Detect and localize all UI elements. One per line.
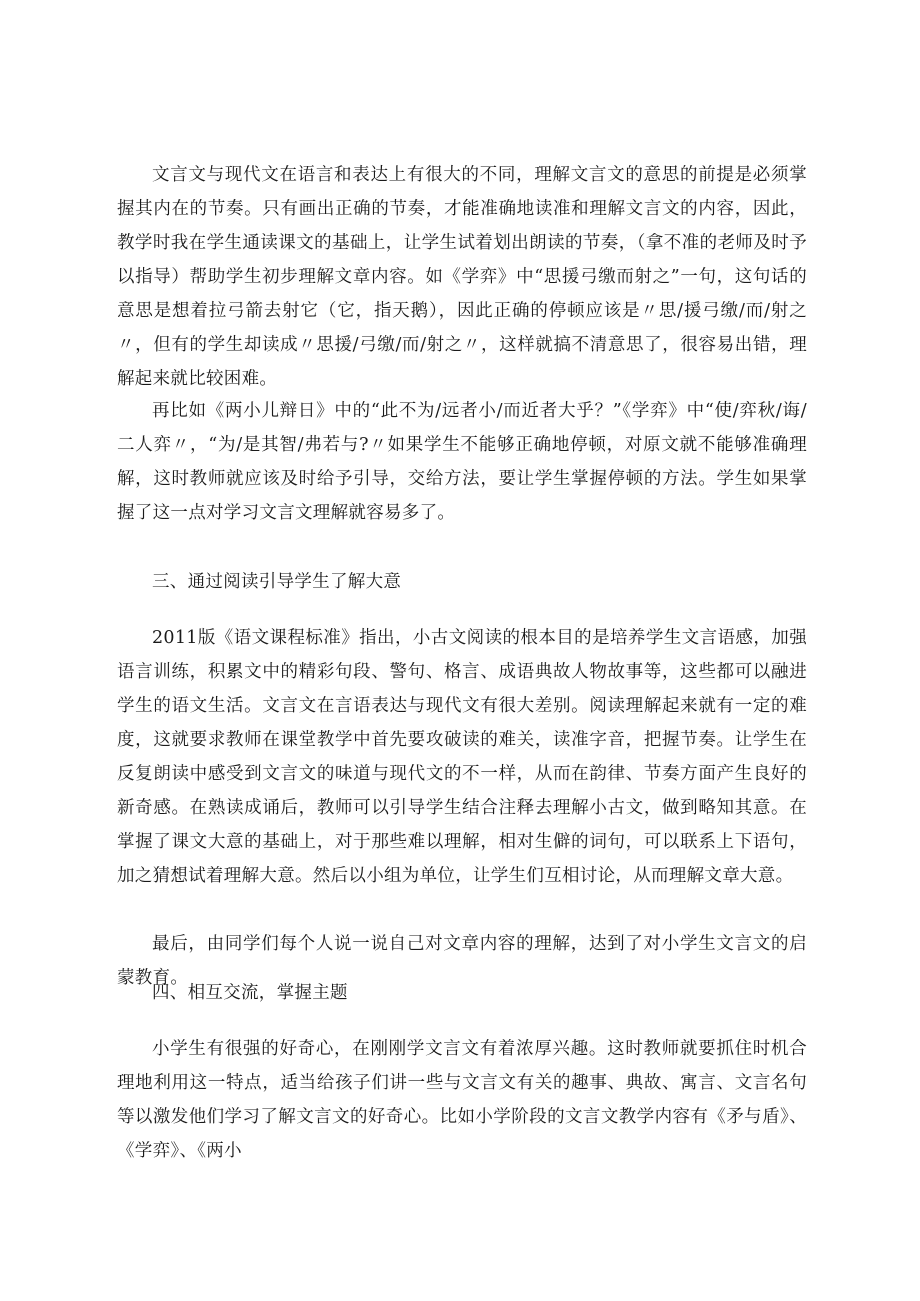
paragraph-pause-examples: 再比如《两小儿辩日》中的“此不为/远者小/而近者大乎？”《学弈》中“使/弈秋/诲/二人弈〃，“为/是其智/弗若与?〃如果学生不能够正确地停顿，对原文就不能够准确理解，这时教师就应该及时给予引导，交给方法，要让学生掌握停顿的方法。学生如果掌握了这一点对学习文言文理解就容易多了。 bbox=[117, 401, 807, 523]
section-heading-3: 三、通过阅读引导学生了解大意 bbox=[152, 572, 402, 592]
paragraph-conclusion: 最后，由同学们每个人说一说自己对文章内容的理解，达到了对小学生文言文的启蒙教育。 bbox=[117, 934, 807, 988]
paragraph-curriculum-standard: 2011版《语文课程标准》指出，小古文阅读的根本目的是培养学生文言语感，加强语言训练，积累文中的精彩句段、警句、格言、成语典故人物故事等，这些都可以融进学生的语文生活。文言文在言语表达与现代文有很大差别。阅读理解起来就有一定的难度，这就要求教师在课堂教学中首先要攻破读的难关，读准字音，把握节奏。让学生在反复朗读中感受到文言文的味道与现代文的不一样，从而在韵律、节奏方面产生良好的新奇感。在熟读成诵后，教师可以引导学生结合注释去理解小古文，做到略知其意。在掌握了课文大意的基础上，对于那些难以理解，相对生僻的词句，可以联系上下语句，加之猜想试着理解大意。然后以小组为单位，让学生们互相讨论，从而理解文章大意。 bbox=[117, 628, 807, 886]
section-heading-4: 四、相互交流，掌握主题 bbox=[152, 983, 348, 1003]
paragraph-curiosity: 小学生有很强的好奇心，在刚刚学文言文有着浓厚兴趣。这时教师就要抓住时机合理地利用这一特点，适当给孩子们讲一些与文言文有关的趣事、典故、寓言、文言名句等以激发他们学习了解文言文的好奇心。比如小学阶段的文言文教学内容有《矛与盾》、《学弈》、《两小 bbox=[117, 1039, 807, 1161]
paragraph-rhythm-intro: 文言文与现代文在语言和表达上有很大的不同，理解文言文的意思的前提是必须掌握其内在的节奏。只有画出正确的节奏，才能准确地读准和理解文言文的内容，因此，教学时我在学生通读课文的基础上，让学生试着划出朗读的节奏，（拿不准的老师及时予以指导）帮助学生初步理解文章内容。如《学弈》中“思援弓缴而射之”一句，这句话的意思是想着拉弓箭去射它（它，指天鹅），因此正确的停顿应该是〃思/援弓缴/而/射之〃，但有的学生却读成〃思援/弓缴/而/射之〃，这样就搞不清意思了，很容易出错，理解起来就比较困难。 bbox=[117, 165, 807, 389]
